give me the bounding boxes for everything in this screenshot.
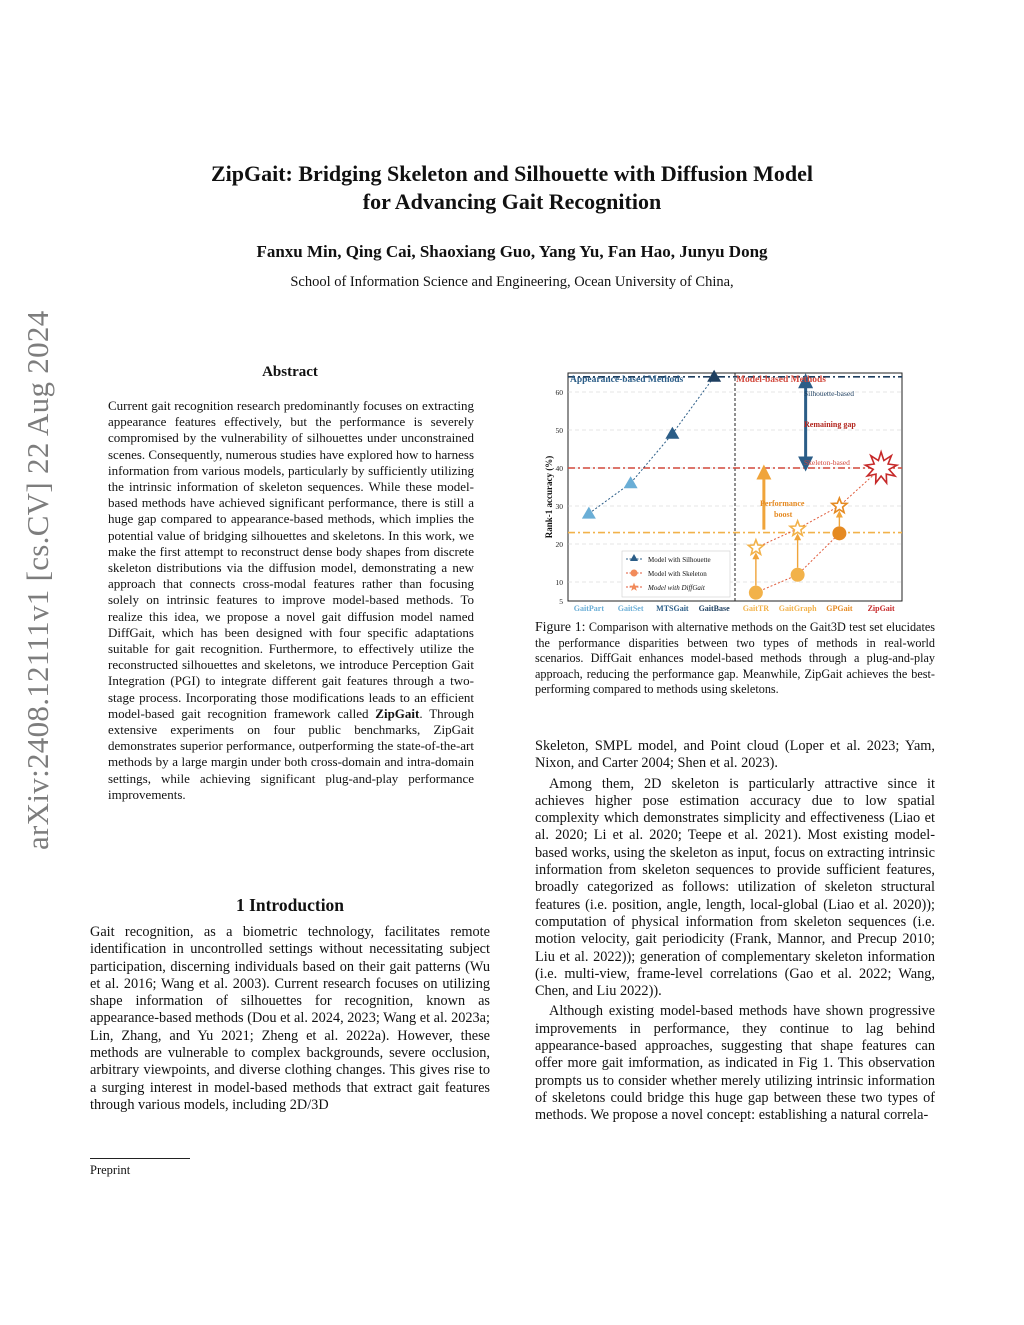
abstract-text-1: Current gait recognition research predominantly focuses on extracting appearance features effectively, but the performance is severely compromised by the vulnerability of silhouettes under unconstrained scenes. Consequently, numerous studies have explored how to harness information from various models, particularly by sufficiently utilizing the intrinsic information of skeleton sequences. While these model-based methods have achieved significant performance, there is still a huge gap compared to appearance-based methods, which implies the potential value of bridging silhouettes and skeletons. In this work, we make the first attempt to reconstruct dense body shapes from discrete skeleton distributions via the diffusion model, demonstrating a new approach that connects cross-modal features rather than focusing solely on intrinsic features to improve model-based methods. To realize this idea, we propose a novel gait diffusion model named DiffGait, which has been designed with four specific adaptations suitable for gait recognition. Furthermore, to effectively utilize the reconstructed silhouettes and skeletons, we introduce Perception Gait Integration (PGI) to integrate different gait features through a two-stage process. Incorporating those modifications leads to an efficient model-based gait recognition framework called bbox=[108, 398, 474, 721]
x-tick-label: ZipGait bbox=[867, 604, 895, 613]
group-label-model: Model-based Methods bbox=[736, 375, 826, 385]
x-tick-label: GPGait bbox=[826, 604, 853, 613]
group-label-appearance: Appearance-based Methods bbox=[570, 375, 684, 385]
x-tick-label: GaitPart bbox=[573, 604, 604, 613]
x-tick-label: GaitTR bbox=[742, 604, 769, 613]
paper-title bbox=[0, 160, 1024, 216]
legend-label-skeleton: Model with Skeleton bbox=[648, 570, 707, 578]
data-point-triangle bbox=[624, 476, 638, 488]
abstract-bold-term: ZipGait bbox=[375, 705, 420, 721]
right-paragraph-1: Skeleton, SMPL model, and Point cloud (Loper et al. 2023; Yam, Nixon, and Carter 2004; Shen et al. 2023). bbox=[535, 738, 935, 772]
data-point-zipgait-star bbox=[865, 452, 897, 483]
y-tick-label: 20 bbox=[555, 540, 563, 549]
abstract-text-2: . Through extensive experiments on four public benchmarks, ZipGait demonstrates superior performance, outperforming the state-of-the-art methods by a large margin under both cross-domain and intra-domain settings, while achieving significant plug-and-play performance improvements. bbox=[108, 705, 474, 802]
x-tick-label: MTSGait bbox=[656, 604, 689, 613]
data-point-circle bbox=[791, 568, 805, 582]
plot-frame bbox=[568, 373, 902, 601]
chart-ylabel: Rank-1 accuracy (%) bbox=[544, 455, 554, 539]
right-paragraph-3: Although existing model-based methods have shown progressive improvements in performance, they continue to lag behind appearance-based approaches, suggesting that shape features can offer more gait imformation, as indicated in Fig 1. This observation prompts us to consider whether merely utilizing intrinsic information of skeletons could bridge this huge gap between these two types of methods. We propose a novel concept: establishing a natural correla- bbox=[535, 1003, 935, 1124]
annotation-silhouette-based: Silhouette-based bbox=[804, 389, 854, 398]
affiliation: School of Information Science and Engineering, Ocean University of China, bbox=[290, 274, 734, 290]
footnote-rule bbox=[90, 1158, 190, 1159]
data-point-circle bbox=[749, 586, 763, 600]
figure-1-chart bbox=[538, 369, 940, 615]
abstract-heading: Abstract bbox=[262, 364, 318, 380]
data-point-triangle bbox=[665, 427, 679, 439]
intro-paragraph: Gait recognition, as a biometric technology, facilitates remote identification in uncontrolled settings without necessitating subject participation, discerning individuals based on their gait patterns (Wu et al. 2016; Wang et al. 2003). Current research focuses on utilizing shape information of silhouettes for recognition, known as appearance-based methods (Dou et al. 2024, 2023; Wang et al. 2023a; Lin, Zhang, and Yu 2021; Zheng et al. 2022a). However, these methods are vulnerable to complex backgrounds, severe occlusion, arbitrary viewpoints, and diverse clothing changes. This gives rise to a surging interest in model-based methods that extract gait features through various models, including 2D/3D bbox=[90, 924, 490, 1113]
legend-label-silhouette: Model with Silhouette bbox=[648, 556, 711, 564]
data-point-star bbox=[790, 521, 805, 536]
right-paragraph-2: Among them, 2D skeleton is particularly attractive since it achieves higher pose estimation accuracy due to low spatial complexity which demonstrates simplicity and effectiveness (Liao et al. 2020; Li et al. 2020; Teepe et al. 2021). Most existing model-based works, using the skeleton as input, focus on extracting intrinsic information from skeleton sequences to provide sufficient features, broadly categorized as follows: utilization of skeleton structural features (i.e. position, angle, length, local-global (Liao et al. 2020)); computation of physical information from skeleton sequences (i.e. motion velocity, gait periodicity (Frank, Mannor, and Precup 2010; Liu et al. 2022)); generation of complementary skeleton information (i.e. multi-view, frame-level correlations (Gao et al. 2022; Wang, Chen, and Liu 2022)). bbox=[535, 775, 935, 1000]
chart-legend bbox=[622, 551, 730, 597]
annotation-performance-boost-1: Performance bbox=[760, 499, 805, 508]
data-point-star bbox=[748, 540, 763, 555]
legend-label-diffgait: Model with DiffGait bbox=[648, 584, 705, 592]
x-tick-label: GaitBase bbox=[698, 604, 730, 613]
figure-1-caption bbox=[535, 619, 935, 698]
y-tick-label: 5 bbox=[559, 597, 563, 606]
x-tick-label: GaitGraph bbox=[778, 604, 817, 613]
arxiv-identifier: arXiv:2408.12111v1 [cs.CV] 22 Aug 2024 bbox=[20, 310, 55, 850]
annotation-skeleton-based: Skeleton-based bbox=[804, 458, 850, 467]
annotation-performance-boost-2: boost bbox=[774, 510, 793, 519]
y-tick-label: 30 bbox=[555, 502, 563, 511]
data-point-star bbox=[832, 498, 847, 513]
data-point-circle bbox=[832, 526, 846, 540]
data-point-triangle bbox=[582, 507, 596, 519]
series-line bbox=[589, 377, 714, 514]
y-tick-label: 50 bbox=[555, 426, 563, 435]
footnote: Preprint bbox=[90, 1163, 131, 1177]
section-heading-introduction: 1 Introduction bbox=[235, 895, 345, 915]
introduction-body bbox=[90, 924, 490, 1114]
caption-label: Figure 1: bbox=[535, 619, 586, 634]
annotation-remaining-gap: Remaining gap bbox=[804, 420, 856, 429]
title-line-2: for Advancing Gait Recognition bbox=[362, 189, 662, 214]
x-tick-label: GaitSet bbox=[617, 604, 644, 613]
y-tick-label: 60 bbox=[555, 388, 563, 397]
legend-circle-icon bbox=[631, 570, 638, 577]
y-tick-label: 40 bbox=[555, 464, 563, 473]
caption-text: Comparison with alternative methods on the Gait3D test set elucidates the performance disparities between two types of methods in real-world scenarios. DiffGait enhances model-based methods through a plug-and-play approach, reducing the performance gap. Meanwhile, ZipGait achieves the best-performing compared to methods using skeletons. bbox=[535, 620, 935, 697]
data-point-triangle bbox=[707, 370, 721, 382]
authors: Fanxu Min, Qing Cai, Shaoxiang Guo, Yang Yu, Fan Hao, Junyu Dong bbox=[256, 242, 768, 261]
title-line-1: ZipGait: Bridging Skeleton and Silhouette with Diffusion Model bbox=[210, 161, 814, 186]
right-column-body bbox=[535, 738, 935, 1125]
y-tick-label: 10 bbox=[555, 578, 563, 587]
abstract-body bbox=[108, 398, 474, 803]
